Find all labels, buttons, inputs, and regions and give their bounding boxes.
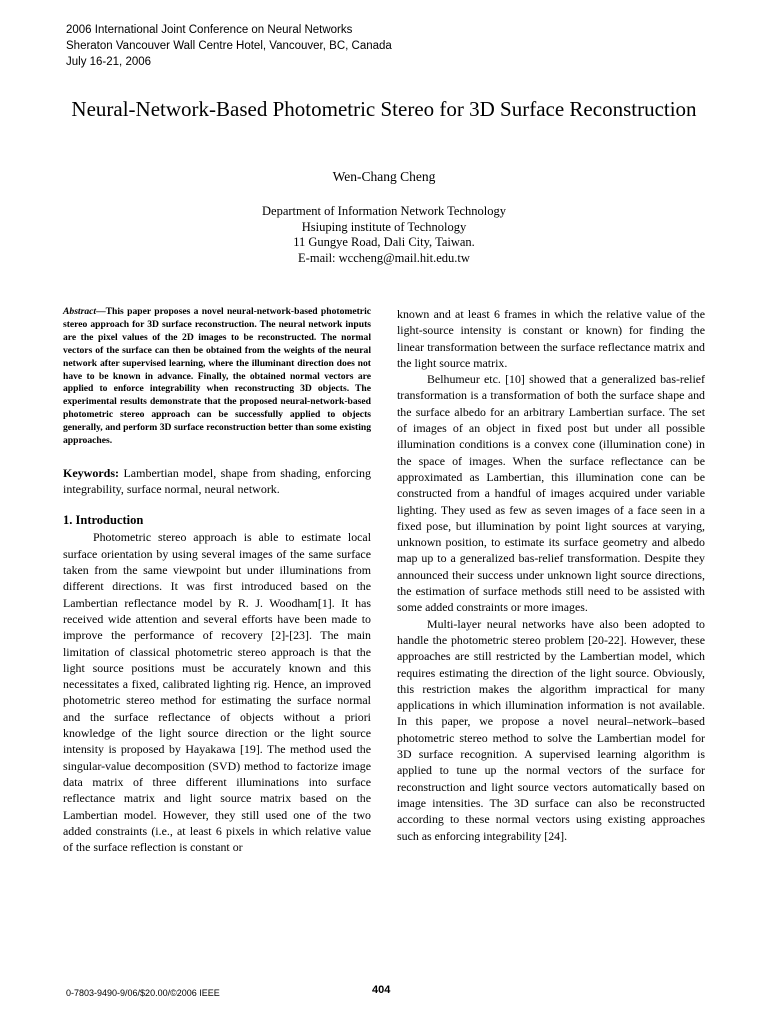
affiliation-address: 11 Gungye Road, Dali City, Taiwan. xyxy=(293,235,475,249)
intro-paragraph-1: Photometric stereo approach is able to estimate local surface orientation by using several images of the same surface taken from the same viewpoint but under illuminations from different directions. It was first introduced based on the Lambertian reflectance model by R. J. Woodham[1]. It has received wide attention and several efforts have been made to improve the performance of recovery [2]-[23]. The main limitation of classical photometric stereo approach is that the light source positions must be accurately known and this necessitates a fixed, calibrated lighting rig. Hence, an improved photometric stereo method for estimating the surface normal and the surface reflectance of objects without a priori knowledge of the light source direction or the light source intensity is proposed by Hayakawa [19]. The method used the singular-value decomposition (SVD) method to factorize image data matrix of three different illuminations into surface reflectance matrix and light source matrix based on the Lambertian model. However, they still used one of the two added constraints (i.e., at least 6 pixels in which relative value of the surface reflection is constant or xyxy=(63,530,371,855)
keywords-text: Lambertian model, shape from shading, enforcing integrability, surface normal, neural network. xyxy=(63,465,371,497)
intro-paragraph-3: Multi-layer neural networks have also been adopted to handle the photometric stereo problem [20-22]. However, these approaches are still restricted by the Lambertian model, which requires estimating the direction of the light source. Obviously, this restriction makes the algorithm impractical for many applications in which illumination information is not available. In this paper, we propose a novel neural–network–based photometric stereo method to solve the Lambertian model for 3D surface recognition. A supervised learning algorithm is applied to tune up the normal vectors of the surface for reconstruction and light source vectors automatically based on image intensities. The 3D surface can also be reconstructed according to these normal vectors using existing approaches such as enforcing integrability [24]. xyxy=(397,616,705,843)
affiliation-institute: Hsiuping institute of Technology xyxy=(301,219,467,234)
left-column xyxy=(63,306,371,855)
intro-paragraph-2: Belhumeur etc. [10] showed that a generalized bas-relief transformation is a transformation of both the surface shape and the surface albedo for an arbitrary Lambertian surface. The set of images of an object in fixed post but under all possible illumination conditions is a convex cone (illumination cone) in the space of images. When the surface reflectance can be approximated as Lambertian, this illumination cone can be constructed from a handful of images acquired under variable lighting. They used as few as seven images of a face seen in a fixed pose, but illumination by point light sources at varying, unknown position, to estimate its surface geometry and albedo map up to a generalized bas-relief transformation. Despite they announced their success under unknown light source directions, the estimation of surface methods still need to be assisted with some added constraints or more images. xyxy=(397,372,705,615)
keywords-label: Keywords: xyxy=(63,465,119,480)
intro-paragraph-1-continued: known and at least 6 frames in which the relative value of the light-source intensity is constant or known) for finding the linear transformation between the surface reflectance matrix and the light source matrix. xyxy=(397,307,705,370)
right-column xyxy=(397,306,705,844)
author-affiliation xyxy=(0,204,768,266)
conference-date: July 16-21, 2006 xyxy=(66,56,152,68)
conference-header xyxy=(66,22,392,70)
abstract-text: —This paper proposes a novel neural-network-based photometric stereo approach for 3D surface reconstruction. The neural network inputs are the pixel values of the 2D images to be reconstructed. The normal vectors of the surface can then be obtained from the weights of the neural network after supervised learning, where the illuminant direction does not have to be known in advance. Finally, the obtained normal vectors are applied to enforce integrability when reconstructing 3D objects. The experimental results demonstrate that the proposed neural-network-based photometric stereo approach can be successfully applied to objects generally, and perform 3D surface reconstruction better than some existing approaches. xyxy=(63,306,371,447)
footer-isbn: 0-7803-9490-9/06/$20.00/©2006 IEEE xyxy=(66,988,220,998)
page-number: 404 xyxy=(372,984,391,996)
author-name: Wen-Chang Cheng xyxy=(332,169,436,184)
affiliation-department: Department of Information Network Technology xyxy=(262,204,506,218)
affiliation-email: E-mail: wccheng@mail.hit.edu.tw xyxy=(298,250,470,265)
conference-name: 2006 International Joint Conference on Neural Networks xyxy=(66,24,353,36)
keywords xyxy=(63,465,371,498)
abstract xyxy=(63,306,371,448)
conference-venue: Sheraton Vancouver Wall Centre Hotel, Vancouver, BC, Canada xyxy=(66,40,392,52)
paper-title: Neural-Network-Based Photometric Stereo for 3D Surface Reconstruction xyxy=(71,97,697,121)
section-heading-introduction: 1. Introduction xyxy=(63,512,144,527)
abstract-label: Abstract xyxy=(63,306,97,317)
